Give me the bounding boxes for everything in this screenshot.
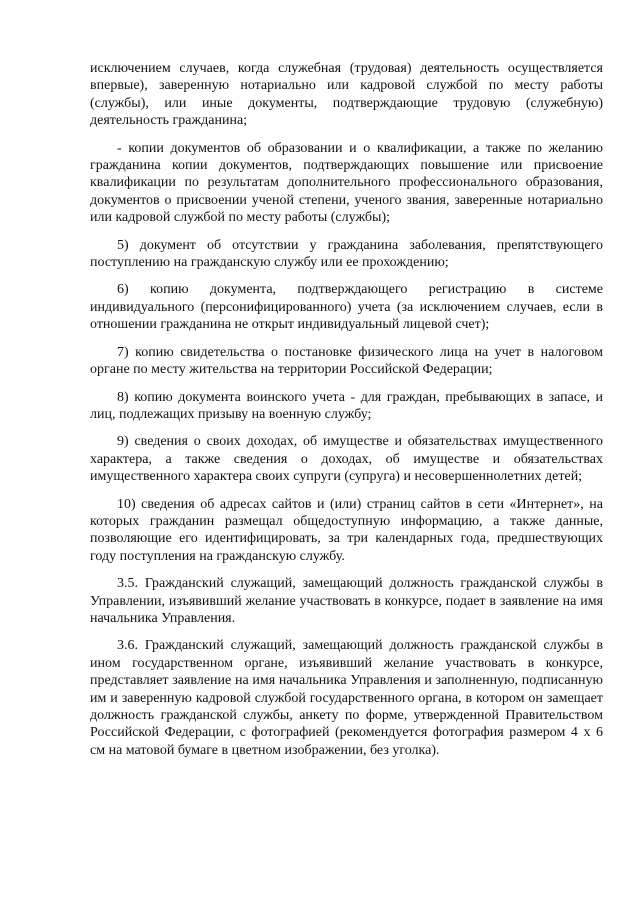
paragraph-item-9-income: 9) сведения о своих доходах, об имуществе и обязательствах имущественного характера, а также сведения о доходах, об имуществе и обязательствах имущественного характера своих супруги (супруга) и несовершеннолетних детей; xyxy=(90,434,603,485)
paragraph-work-record-continuation: исключением случаев, когда служебная (трудовая) деятельность осуществляется впервые), заверенную нотариально или кадровой службой по месту работы (службы), или иные документы, подтверждающие трудовую (служебную) деятельность гражданина; xyxy=(90,61,603,129)
paragraph-item-8-military: 8) копию документа воинского учета - для граждан, пребывающих в запасе, и лиц, подлежащих призыву на военную службу; xyxy=(90,389,603,422)
document-page xyxy=(90,60,603,759)
paragraph-item-5-medical: 5) документ об отсутствии у гражданина заболевания, препятствующего поступлению на гражданскую службу или ее прохождению; xyxy=(90,237,603,271)
paragraph-3-5: 3.5. Гражданский служащий, замещающий должность гражданской службы в Управлении, изъявивший желание участвовать в конкурсе, подает в заявление на имя начальника Управления. xyxy=(90,576,603,626)
paragraph-item-6-registration: 6) копию документа, подтверждающего регистрацию в системе индивидуального (персонифицированного) учета (за исключением случаев, если в отношении гражданина не открыт индивидуальный лицевой счет); xyxy=(90,282,603,333)
paragraph-3-6: 3.6. Гражданский служащий, замещающий должность гражданской службы в ином государственном органе, изъявивший желание участвовать в конкурсе, представляет заявление на имя начальника Управления и заполненную, подписанную им и заверенную кадровой службой государственного органа, в котором он замещает должность гражданской службы, анкету по форме, утвержденной Правительством Российской Федерации, с фотографией (рекомендуется фотография размером 4 х 6 см на матовой бумаге в цветном изображении, без уголка). xyxy=(90,638,603,758)
paragraph-education-copies: - копии документов об образовании и о квалификации, а также по желанию гражданина копии документов, подтверждающих повышение или присвоение квалификации по результатам дополнительного профессионального образования, документов о присвоении ученой степени, ученого звания, заверенные нотариально или кадровой службой по месту работы (службы); xyxy=(90,140,603,226)
paragraph-item-7-tax-certificate: 7) копию свидетельства о постановке физического лица на учет в налоговом органе по месту жительства на территории Российской Федерации; xyxy=(90,344,603,378)
paragraph-item-10-websites: 10) сведения об адресах сайтов и (или) страниц сайтов в сети «Интернет», на которых гражданин размещал общедоступную информацию, а также данные, позволяющие его идентифицировать, за три календарных года, предшествующих году поступления на гражданскую службу. xyxy=(90,496,603,564)
